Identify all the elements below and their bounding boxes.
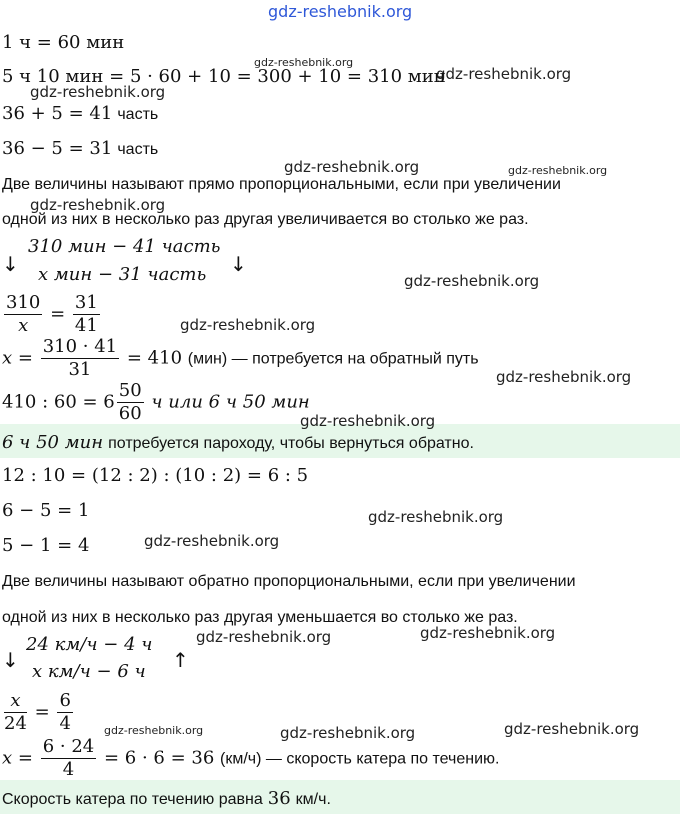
ratio-line: 12 : 10 = (12 : 2) : (10 : 2) = 6 : 5 xyxy=(2,465,309,486)
proportion-equation-2 xyxy=(2,690,75,735)
arrow-down-icon: ↓ xyxy=(2,252,19,276)
x-result-text: (мин) — потребуется на обратный путь xyxy=(187,350,479,368)
inverse-proportion-definition-line1: Две величины называют обратно пропорциональными, если при увеличении xyxy=(2,573,576,590)
fraction xyxy=(41,336,119,381)
fraction xyxy=(4,690,27,735)
watermark: gdz-reshebnik.org xyxy=(30,196,166,214)
watermark: gdz-reshebnik.org xyxy=(30,83,166,101)
fraction-denominator: 4 xyxy=(62,759,75,780)
watermark: gdz-reshebnik.org xyxy=(280,724,416,742)
x-result: = 6 · 6 = 36 xyxy=(103,747,215,769)
fraction xyxy=(117,380,144,425)
answer-2-unit: км/ч. xyxy=(295,791,331,808)
watermark: gdz-reshebnik.org xyxy=(268,2,413,21)
parts-diff-math: 36 − 5 = 31 xyxy=(2,138,113,159)
proportion-2-top: 24 км/ч − 4 ч xyxy=(26,634,153,655)
difference-line-2: 5 − 1 = 4 xyxy=(2,535,90,556)
difference-line: 6 − 5 = 1 xyxy=(2,500,90,521)
solve-x-2 xyxy=(2,736,500,781)
inverse-proportion-definition-line2: одной из них в несколько раз другая уменьшается во столько же раз. xyxy=(2,609,518,626)
fraction-numerator: 310 · 41 xyxy=(42,336,118,357)
x-result-text: (км/ч) — скорость катера по течению. xyxy=(220,750,500,768)
fraction-numerator: 6 · 24 xyxy=(42,736,95,757)
division-prefix: 410 : 60 = 6 xyxy=(2,391,115,413)
proportion-1-bottom: x мин − 31 часть xyxy=(38,264,207,285)
watermark: gdz-reshebnik.org xyxy=(368,508,504,526)
watermark: gdz-reshebnik.org xyxy=(180,316,316,334)
parts-diff-unit: часть xyxy=(117,141,159,158)
answer-1-text: потребуется пароходу, чтобы вернуться обратно. xyxy=(108,435,474,452)
proportion-2-bottom: x км/ч − 6 ч xyxy=(32,661,146,682)
fraction-numerator: 31 xyxy=(74,292,98,313)
watermark: gdz-reshebnik.org xyxy=(404,272,540,290)
fraction xyxy=(73,292,100,337)
watermark: gdz-reshebnik.org xyxy=(504,720,640,738)
watermark: gdz-reshebnik.org xyxy=(420,624,556,642)
watermark: gdz-reshebnik.org xyxy=(144,532,280,550)
arrow-down-icon: ↓ xyxy=(230,252,247,276)
total-time-equation: 5 ч 10 мин = 5 · 60 + 10 = 300 + 10 = 310 мин xyxy=(2,66,446,87)
solve-x-1 xyxy=(2,336,479,381)
time-conversion: 1 ч = 60 мин xyxy=(2,32,125,53)
arrow-down-icon: ↓ xyxy=(2,648,19,672)
fraction xyxy=(41,736,97,781)
x-prefix: x = xyxy=(2,747,33,769)
parts-diff-line xyxy=(2,137,158,161)
fraction-numerator: 50 xyxy=(118,380,142,401)
fraction xyxy=(57,690,72,735)
fraction-denominator: x xyxy=(18,315,29,336)
division-line xyxy=(2,380,310,425)
answer-2-text: Скорость катера по течению равна xyxy=(2,791,263,808)
fraction-denominator: 24 xyxy=(4,713,27,734)
direct-proportion-definition-line1: Две величины называют прямо пропорциональными, если при увеличении xyxy=(2,176,561,193)
arrow-up-icon: ↑ xyxy=(172,648,189,672)
parts-sum-line xyxy=(2,102,158,126)
watermark: gdz-reshebnik.org xyxy=(496,368,632,386)
fraction-denominator: 31 xyxy=(68,359,92,380)
answer-2-math: 36 xyxy=(267,788,291,809)
watermark: gdz-reshebnik.org xyxy=(300,412,436,430)
division-suffix: ч или 6 ч 50 мин xyxy=(151,391,310,413)
fraction-numerator: x xyxy=(4,690,27,713)
proportion-equation-1 xyxy=(2,292,102,337)
answer-1 xyxy=(2,431,474,455)
fraction-numerator: 6 xyxy=(59,690,71,711)
watermark: gdz-reshebnik.org xyxy=(196,628,332,646)
equals-sign: = xyxy=(34,701,50,723)
proportion-1-top: 310 мин − 41 часть xyxy=(28,236,221,257)
answer-1-math: 6 ч 50 мин xyxy=(2,432,104,453)
fraction-denominator: 41 xyxy=(74,315,98,336)
x-result: = 410 xyxy=(126,347,183,369)
fraction-numerator: 310 xyxy=(6,292,41,313)
equals-sign: = xyxy=(50,303,66,325)
fraction-denominator: 4 xyxy=(59,713,71,734)
parts-sum-unit: часть xyxy=(117,106,159,123)
direct-proportion-definition-line2: одной из них в несколько раз другая увеличивается во столько же раз. xyxy=(2,211,529,228)
fraction xyxy=(4,292,42,337)
watermark: gdz-reshebnik.org xyxy=(508,164,608,177)
watermark: gdz-reshebnik.org xyxy=(284,158,420,176)
watermark: gdz-reshebnik.org xyxy=(436,65,572,83)
parts-sum-math: 36 + 5 = 41 xyxy=(2,103,113,124)
fraction-denominator: 60 xyxy=(118,403,142,424)
x-prefix: x = xyxy=(2,347,33,369)
watermark: gdz-reshebnik.org xyxy=(104,724,204,737)
watermark: gdz-reshebnik.org xyxy=(254,56,354,69)
answer-2 xyxy=(2,787,331,811)
